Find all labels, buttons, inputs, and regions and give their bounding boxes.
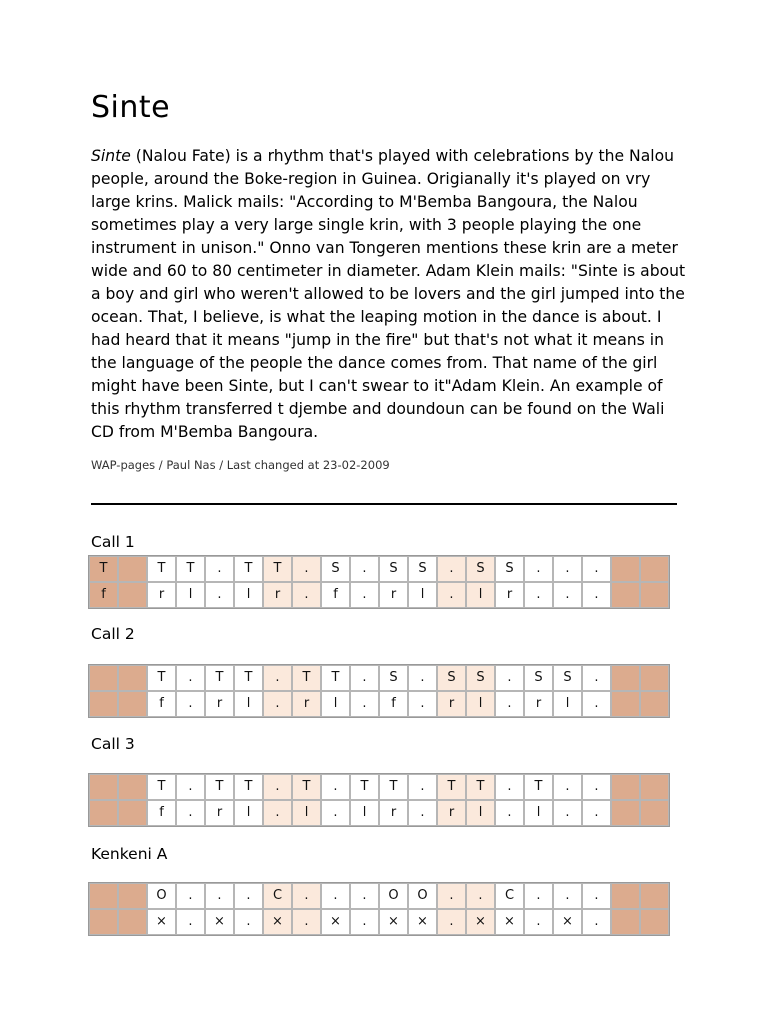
pattern-cell: .	[350, 556, 379, 582]
pattern-cell: .	[292, 909, 321, 935]
pattern-row	[89, 774, 669, 800]
section-label-kenkeni-a: Kenkeni A	[91, 845, 168, 863]
pattern-cell: .	[495, 691, 524, 717]
pattern-cell: .	[176, 909, 205, 935]
pattern-cell: O	[408, 883, 437, 909]
pattern-cell: .	[292, 582, 321, 608]
pattern-cell	[611, 883, 640, 909]
pattern-cell: S	[466, 665, 495, 691]
pattern-cell	[89, 774, 118, 800]
pattern-cell: .	[495, 665, 524, 691]
pattern-cell: f	[147, 800, 176, 826]
pattern-cell: .	[408, 800, 437, 826]
pattern-cell	[611, 665, 640, 691]
pattern-cell: ×	[379, 909, 408, 935]
pattern-cell: T	[147, 774, 176, 800]
pattern-cell: r	[495, 582, 524, 608]
pattern-cell: .	[582, 582, 611, 608]
pattern-cell: f	[379, 691, 408, 717]
pattern-cell: ×	[147, 909, 176, 935]
pattern-cell	[89, 909, 118, 935]
pattern-cell: .	[350, 909, 379, 935]
pattern-cell	[89, 665, 118, 691]
page-title: Sinte	[91, 90, 171, 125]
pattern-cell: .	[408, 665, 437, 691]
pattern-cell	[118, 556, 147, 582]
pattern-cell	[611, 774, 640, 800]
pattern-cell: T	[147, 665, 176, 691]
pattern-cell: l	[234, 800, 263, 826]
pattern-cell: O	[147, 883, 176, 909]
pattern-cell: .	[176, 774, 205, 800]
pattern-cell: .	[234, 909, 263, 935]
pattern-cell: S	[553, 665, 582, 691]
pattern-cell: .	[321, 800, 350, 826]
pattern-cell	[611, 556, 640, 582]
pattern-cell: .	[582, 774, 611, 800]
pattern-cell: .	[553, 556, 582, 582]
pattern-cell: T	[292, 774, 321, 800]
pattern-cell: T	[350, 774, 379, 800]
pattern-cell: .	[350, 582, 379, 608]
pattern-cell: r	[292, 691, 321, 717]
pattern-cell: .	[553, 883, 582, 909]
pattern-cell: ×	[466, 909, 495, 935]
pattern-cell: S	[524, 665, 553, 691]
pattern-cell: .	[553, 582, 582, 608]
pattern-cell: S	[408, 556, 437, 582]
pattern-cell: .	[582, 909, 611, 935]
pattern-cell: T	[176, 556, 205, 582]
pattern-row	[89, 556, 669, 582]
pattern-cell: .	[350, 691, 379, 717]
pattern-cell: .	[205, 883, 234, 909]
page-meta: WAP-pages / Paul Nas / Last changed at 23-02-2009	[91, 458, 390, 472]
pattern-cell	[640, 909, 669, 935]
pattern-cell	[118, 665, 147, 691]
pattern-cell: T	[466, 774, 495, 800]
pattern-cell: T	[379, 774, 408, 800]
pattern-cell: f	[89, 582, 118, 608]
pattern-cell: .	[408, 691, 437, 717]
pattern-cell: ×	[205, 909, 234, 935]
pattern-cell: l	[234, 691, 263, 717]
intro-text: (Nalou Fate) is a rhythm that's played with celebrations by the Nalou people, around the Boke-region in Guinea. Origianally it's played on vry large krins. Malick mails: "According to M'Bemba Bangoura, the Nalou sometimes play a very large single krin, with 3 people playing the one instrument in unison." Onno van Tongeren mentions these krin are a meter wide and 60 to 80 centimeter in diameter. Adam Klein mails: "Sinte is about a boy and girl who weren't allowed to be lovers and the girl jumped into the ocean. That, I believe, is what the leaping motion in the dance is about. I had heard that it means "jump in the fire" but that's not what it means in the language of the people the dance comes from. That name of the girl might have been Sinte, but I can't swear to it"Adam Klein. An example of this rhythm transferred t djembe and doundoun can be found on the Wali CD from M'Bemba Bangoura.	[91, 147, 686, 441]
pattern-cell: T	[437, 774, 466, 800]
pattern-cell: .	[234, 883, 263, 909]
pattern-cell: r	[437, 691, 466, 717]
section-label-call-2: Call 2	[91, 625, 135, 643]
pattern-cell	[89, 800, 118, 826]
pattern-cell	[640, 556, 669, 582]
pattern-cell: ×	[408, 909, 437, 935]
pattern-cell: l	[350, 800, 379, 826]
divider	[91, 503, 677, 505]
pattern-cell: T	[205, 774, 234, 800]
pattern-cell: r	[263, 582, 292, 608]
pattern-cell: T	[89, 556, 118, 582]
pattern-cell	[640, 800, 669, 826]
pattern-cell: .	[582, 556, 611, 582]
pattern-cell	[118, 582, 147, 608]
pattern-cell: S	[379, 556, 408, 582]
pattern-row	[89, 883, 669, 909]
pattern-cell: f	[321, 582, 350, 608]
pattern-cell: .	[437, 556, 466, 582]
pattern-cell: T	[205, 665, 234, 691]
pattern-grid-kenkeni-a	[88, 882, 670, 936]
pattern-cell	[611, 800, 640, 826]
pattern-cell	[118, 774, 147, 800]
pattern-cell: ×	[321, 909, 350, 935]
pattern-cell: S	[321, 556, 350, 582]
pattern-cell: .	[437, 883, 466, 909]
pattern-cell: l	[553, 691, 582, 717]
pattern-cell: .	[176, 665, 205, 691]
pattern-cell: r	[205, 691, 234, 717]
pattern-cell: ×	[553, 909, 582, 935]
pattern-cell: .	[350, 883, 379, 909]
pattern-cell	[611, 582, 640, 608]
pattern-cell: .	[582, 800, 611, 826]
pattern-cell	[89, 691, 118, 717]
pattern-cell: T	[524, 774, 553, 800]
pattern-cell: .	[466, 883, 495, 909]
pattern-cell: .	[582, 691, 611, 717]
pattern-cell: .	[437, 582, 466, 608]
pattern-cell: .	[176, 800, 205, 826]
pattern-cell: S	[437, 665, 466, 691]
pattern-cell: .	[582, 883, 611, 909]
pattern-cell: .	[553, 774, 582, 800]
pattern-cell: T	[321, 665, 350, 691]
pattern-cell: r	[379, 582, 408, 608]
pattern-cell: .	[263, 665, 292, 691]
pattern-cell	[640, 691, 669, 717]
pattern-cell: .	[408, 774, 437, 800]
pattern-cell: r	[524, 691, 553, 717]
pattern-cell: .	[205, 582, 234, 608]
pattern-cell: T	[234, 665, 263, 691]
pattern-cell: l	[408, 582, 437, 608]
pattern-cell	[89, 883, 118, 909]
pattern-cell: r	[205, 800, 234, 826]
pattern-cell: l	[176, 582, 205, 608]
pattern-cell: .	[292, 883, 321, 909]
pattern-cell: .	[292, 556, 321, 582]
pattern-cell: l	[234, 582, 263, 608]
pattern-cell	[640, 774, 669, 800]
section-label-call-1: Call 1	[91, 533, 135, 551]
pattern-row	[89, 691, 669, 717]
pattern-cell: l	[321, 691, 350, 717]
pattern-cell: C	[263, 883, 292, 909]
pattern-cell: .	[495, 800, 524, 826]
pattern-grid-call-2	[88, 664, 670, 718]
pattern-cell	[118, 800, 147, 826]
pattern-cell: .	[524, 582, 553, 608]
pattern-cell	[611, 909, 640, 935]
pattern-cell: T	[234, 774, 263, 800]
pattern-row	[89, 582, 669, 608]
pattern-cell	[118, 909, 147, 935]
pattern-grid-call-1	[88, 555, 670, 609]
pattern-cell: S	[379, 665, 408, 691]
pattern-cell: .	[524, 909, 553, 935]
pattern-cell	[611, 691, 640, 717]
pattern-cell	[640, 582, 669, 608]
pattern-cell: .	[321, 774, 350, 800]
pattern-cell: r	[379, 800, 408, 826]
pattern-cell: .	[205, 556, 234, 582]
pattern-cell: .	[437, 909, 466, 935]
pattern-cell: r	[147, 582, 176, 608]
rhythm-name: Sinte	[91, 147, 131, 165]
pattern-cell: ×	[495, 909, 524, 935]
pattern-cell	[640, 883, 669, 909]
pattern-cell	[118, 691, 147, 717]
pattern-cell: r	[437, 800, 466, 826]
pattern-cell: S	[466, 556, 495, 582]
pattern-cell: .	[495, 774, 524, 800]
pattern-cell: T	[147, 556, 176, 582]
pattern-cell: .	[263, 691, 292, 717]
pattern-cell: .	[263, 774, 292, 800]
pattern-cell: .	[582, 665, 611, 691]
pattern-cell: .	[176, 691, 205, 717]
pattern-cell: T	[263, 556, 292, 582]
pattern-cell: l	[292, 800, 321, 826]
pattern-row	[89, 909, 669, 935]
pattern-cell	[118, 883, 147, 909]
pattern-cell: .	[350, 665, 379, 691]
pattern-cell: l	[524, 800, 553, 826]
pattern-cell: l	[466, 800, 495, 826]
section-label-call-3: Call 3	[91, 735, 135, 753]
pattern-cell: l	[466, 691, 495, 717]
pattern-cell: T	[234, 556, 263, 582]
pattern-cell: C	[495, 883, 524, 909]
pattern-cell: .	[263, 800, 292, 826]
pattern-cell: .	[553, 800, 582, 826]
pattern-cell	[640, 665, 669, 691]
pattern-row	[89, 665, 669, 691]
intro-paragraph	[91, 145, 691, 444]
pattern-grid-call-3	[88, 773, 670, 827]
pattern-cell: O	[379, 883, 408, 909]
pattern-cell: S	[495, 556, 524, 582]
pattern-cell: ×	[263, 909, 292, 935]
pattern-cell: T	[292, 665, 321, 691]
pattern-cell: l	[466, 582, 495, 608]
pattern-cell: .	[321, 883, 350, 909]
pattern-cell: f	[147, 691, 176, 717]
pattern-row	[89, 800, 669, 826]
pattern-cell: .	[524, 556, 553, 582]
pattern-cell: .	[524, 883, 553, 909]
pattern-cell: .	[176, 883, 205, 909]
